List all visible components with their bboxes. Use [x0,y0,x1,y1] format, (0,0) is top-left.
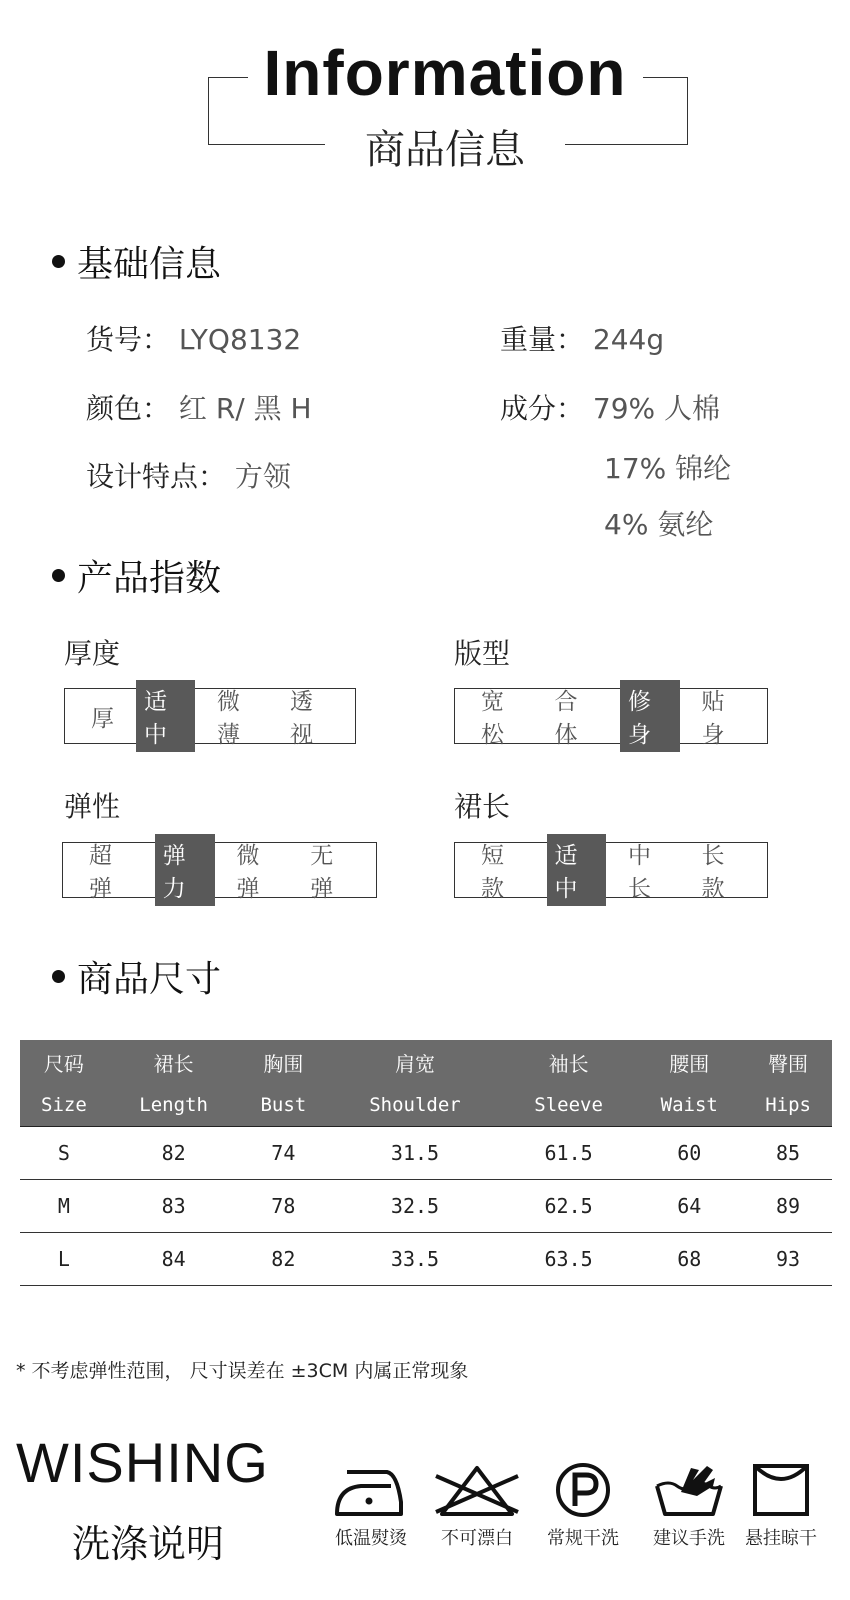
bullet-icon [52,255,65,268]
table-cell: 31.5 [327,1127,503,1180]
table-cell: 89 [744,1180,832,1233]
fit-option: 合体 [554,689,578,748]
table-cell: 82 [239,1233,327,1286]
table-cell: L [20,1233,108,1286]
care-label: 建议手洗 [653,1528,725,1549]
skirt-length-scale [454,842,768,902]
skirt-length-label: 裙长 [454,790,511,823]
hang-dry-icon [749,1462,813,1518]
table-header-cell: Size [20,1084,108,1127]
section-title: 商品尺寸 [77,959,222,1000]
dry-clean-p-icon [551,1462,615,1518]
table-header-cell: 尺码 [20,1040,108,1084]
table-cell: 84 [108,1233,240,1286]
skirt-length-option: 长款 [701,843,725,902]
thickness-option: 厚 [91,705,114,732]
color-row [86,387,312,427]
care-item [528,1462,638,1550]
elasticity-option: 无弹 [310,843,334,902]
size-table [20,1040,832,1286]
elasticity-option-selected: 弹力 [155,834,215,906]
table-cell: M [20,1180,108,1233]
skirt-length-option: 中长 [628,843,651,902]
care-item [422,1462,532,1550]
care-label: 不可漂白 [441,1528,513,1549]
design-label: 设计特点： [86,460,227,493]
sku-row [86,318,301,358]
section-title: 基础信息 [77,244,222,285]
thickness-option-selected: 适中 [136,680,195,752]
brand-logo: WISHING [16,1431,269,1494]
composition-label: 成分： [500,392,585,425]
table-row [20,1127,832,1180]
table-cell: 63.5 [503,1233,635,1286]
table-cell: 62.5 [503,1180,635,1233]
thickness-option: 微薄 [217,689,240,748]
sku-label: 货号： [86,323,171,356]
table-header-cell: 肩宽 [327,1040,503,1084]
design-value: 方领 [234,460,291,493]
table-header-cell: 臀围 [744,1040,832,1084]
bullet-icon [52,569,65,582]
skirt-length-option: 短款 [481,843,504,902]
size-note: * 不考虑弹性范围， 尺寸误差在 ±3CM 内属正常现象 [16,1360,469,1382]
table-header-row-cn [20,1040,832,1084]
iron-low-temp-icon [331,1462,411,1518]
table-cell: 60 [634,1127,744,1180]
thickness-scale [64,688,356,748]
table-row [20,1180,832,1233]
thickness-option: 透视 [290,689,313,748]
table-cell: 33.5 [327,1233,503,1286]
sku-value: LYQ8132 [178,323,302,356]
table-cell: 64 [634,1180,744,1233]
fit-option: 贴身 [701,689,725,748]
table-header-cell: Sleeve [503,1084,635,1127]
table-cell: 32.5 [327,1180,503,1233]
weight-row [500,318,664,358]
table-cell: 78 [239,1180,327,1233]
care-title: 洗涤说明 [72,1522,225,1566]
skirt-length-option-selected: 适中 [547,834,607,906]
section-title: 产品指数 [77,558,222,599]
table-header-cell: Length [108,1084,240,1127]
table-cell: 85 [744,1127,832,1180]
color-label: 颜色： [86,392,171,425]
no-bleach-icon [432,1462,522,1518]
elasticity-label: 弹性 [64,790,121,823]
table-row [20,1233,832,1286]
care-label: 低温熨烫 [335,1528,407,1549]
table-header-row-en [20,1084,832,1127]
design-row [86,455,291,495]
table-cell: 83 [108,1180,240,1233]
table-header-cell: 腰围 [634,1040,744,1084]
page-title: Information [263,37,627,109]
section-basic-info [52,236,221,287]
elasticity-scale [62,842,377,902]
table-cell: S [20,1127,108,1180]
composition-item: 79% 人棉 [592,392,721,425]
page-subtitle: 商品信息 [365,127,525,173]
thickness-label: 厚度 [64,637,121,670]
table-header-cell: 袖长 [503,1040,635,1084]
care-label: 常规干洗 [547,1528,619,1549]
weight-value: 244g [592,323,665,356]
table-header-cell: Waist [634,1084,744,1127]
section-size [52,951,221,1002]
fit-option: 宽松 [481,689,504,748]
table-cell: 74 [239,1127,327,1180]
fit-label: 版型 [454,637,511,670]
hand-wash-icon [649,1462,729,1518]
care-label: 悬挂晾干 [745,1528,817,1549]
table-header-cell: Bust [239,1084,327,1127]
composition-row [500,387,720,427]
care-item [726,1462,836,1550]
composition-item: 4% 氨纶 [604,508,714,541]
care-item [316,1462,426,1550]
color-value: 红 R/ 黑 H [178,392,312,425]
fit-option-selected: 修身 [620,680,680,752]
table-cell: 68 [634,1233,744,1286]
section-product-index [52,550,221,601]
table-header-cell: Hips [744,1084,832,1127]
table-header-cell: 胸围 [239,1040,327,1084]
table-cell: 61.5 [503,1127,635,1180]
weight-label: 重量： [500,323,585,356]
elasticity-option: 超弹 [89,843,112,902]
table-header-cell: 裙长 [108,1040,240,1084]
table-cell: 82 [108,1127,240,1180]
elasticity-option: 微弹 [236,843,260,902]
composition-item: 17% 锦纶 [604,452,732,485]
fit-scale [454,688,768,748]
table-cell: 93 [744,1233,832,1286]
bullet-icon [52,970,65,983]
table-header-cell: Shoulder [327,1084,503,1127]
